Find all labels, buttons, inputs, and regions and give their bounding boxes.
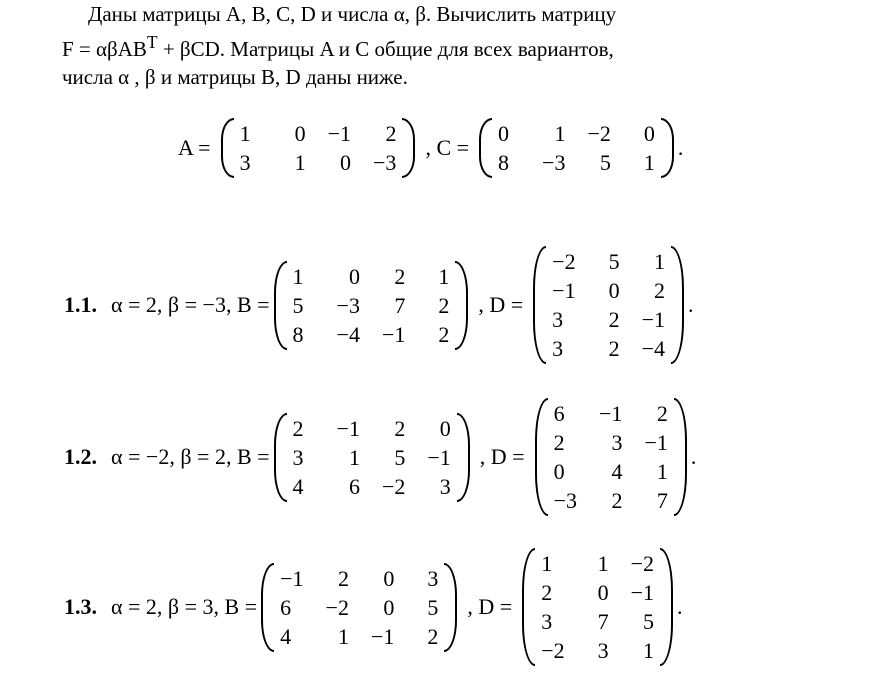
matrix-cell: −2: [630, 551, 655, 576]
matrix-cell: 1: [541, 551, 553, 576]
matrix-B: [274, 261, 469, 350]
right-parenthesis: [402, 118, 415, 178]
matrix-cells: [274, 563, 444, 652]
common-matrices: [172, 118, 683, 178]
matrix-cell: −2: [552, 249, 576, 274]
left-parenthesis: [274, 261, 287, 350]
variant-end: .: [688, 292, 694, 317]
matrix-cell: 2: [427, 623, 439, 649]
C-label: , C =: [425, 135, 470, 160]
matrix-cell: −1: [381, 321, 406, 347]
matrix-cell: 3: [292, 444, 304, 470]
variant-1-3: [64, 548, 683, 666]
matrix-cell: 7: [656, 488, 668, 513]
statement-line-2: [62, 28, 822, 63]
matrix-cell: −1: [644, 430, 668, 455]
matrix-cell: 3: [439, 473, 451, 499]
matrix-cell: 1: [438, 263, 450, 289]
matrix-cells: [287, 261, 456, 350]
matrix-cell: 6: [280, 594, 292, 620]
formula-F: F = αβAB: [62, 37, 147, 61]
variant-params: α = −2, β = 2, B =: [111, 444, 270, 469]
matrix-cell: −1: [641, 307, 666, 332]
matrix-cells: [234, 118, 403, 178]
variant-label: 1.1.: [64, 292, 97, 317]
matrix-cell: −3: [336, 292, 360, 318]
left-parenthesis: [274, 413, 287, 502]
matrix-cell: 6: [348, 473, 360, 499]
matrix-cell: 3: [552, 336, 564, 361]
matrix-D: [535, 398, 687, 516]
matrix-cell: 5: [394, 444, 406, 470]
matrix-cell: −3: [542, 150, 566, 175]
matrix-cell: 2: [394, 415, 406, 441]
matrix-cell: 0: [553, 459, 565, 484]
matrix-cell: −1: [599, 401, 623, 426]
variant-1-2: [64, 398, 696, 516]
right-parenthesis: [455, 261, 468, 350]
matrix-cells: [546, 246, 671, 364]
right-parenthesis: [444, 563, 457, 652]
matrix-C: [479, 118, 674, 178]
matrix-cell: 4: [292, 473, 304, 499]
matrix-cell: 2: [541, 580, 553, 605]
matrix-cell: 7: [394, 292, 406, 318]
matrix-cell: 6: [553, 401, 565, 426]
matrix-cell: −4: [336, 321, 360, 347]
matrix-cell: 5: [427, 594, 439, 620]
matrix-cell: 3: [239, 150, 251, 175]
matrix-cell: 8: [292, 321, 304, 347]
matrix-D: [522, 548, 673, 666]
matrix-cell: 2: [438, 321, 450, 347]
matrix-cell: 4: [280, 623, 292, 649]
matrix-cell: 2: [337, 565, 349, 591]
variant-end: .: [677, 594, 683, 619]
matrix-cell: −1: [552, 278, 576, 303]
matrix-cell: 2: [656, 401, 668, 426]
variant-params: α = 2, β = −3, B =: [111, 292, 270, 317]
matrix-cell: 1: [597, 551, 609, 576]
matrix-cell: 1: [643, 150, 655, 175]
D-label: , D =: [478, 292, 524, 317]
matrix-cell: −2: [541, 638, 565, 663]
matrix-cells: [287, 413, 457, 502]
matrix-cell: 0: [608, 278, 620, 303]
matrix-cell: 1: [656, 459, 668, 484]
matrix-B: [274, 413, 470, 502]
A-label: A =: [178, 135, 211, 160]
matrix-cells: [492, 118, 661, 178]
matrix-cell: 1: [654, 249, 666, 274]
matrix-cell: 1: [643, 638, 655, 663]
matrix-cells: [535, 548, 660, 666]
matrix-cell: 0: [383, 565, 395, 591]
matrix-cell: 2: [438, 292, 450, 318]
matrix-cell: −1: [427, 444, 451, 470]
matrix-cell: 1: [348, 444, 360, 470]
matrix-cell: 0: [439, 415, 451, 441]
matrix-cell: −1: [370, 623, 395, 649]
matrix-cell: 3: [611, 430, 623, 455]
matrix-cell: 0: [597, 580, 609, 605]
D-label: , D =: [467, 594, 513, 619]
variant-params: α = 2, β = 3, B =: [111, 594, 258, 619]
matrix-cell: 2: [608, 336, 620, 361]
variant-label: 1.3.: [64, 594, 97, 619]
right-parenthesis: [660, 548, 673, 666]
right-parenthesis: [671, 246, 684, 364]
matrix-cell: 0: [348, 263, 360, 289]
matrix-cell: −1: [336, 415, 360, 441]
matrix-cell: 8: [498, 150, 510, 175]
matrix-cell: 1: [239, 121, 251, 146]
matrix-cell: −2: [325, 594, 349, 620]
matrix-cell: 2: [611, 488, 623, 513]
matrix-A: [221, 118, 416, 178]
matrix-cell: 4: [611, 459, 623, 484]
right-parenthesis: [661, 118, 674, 178]
right-parenthesis: [457, 413, 470, 502]
matrix-cell: 5: [608, 249, 620, 274]
variant-label: 1.2.: [64, 444, 97, 469]
matrix-cell: −3: [373, 150, 397, 175]
matrix-cell: 7: [597, 609, 609, 634]
matrix-cell: −2: [587, 121, 611, 146]
statement-line-3: числа α , β и матрицы B, D даны ниже.: [62, 65, 408, 89]
matrix-D: [533, 246, 684, 364]
matrix-cell: −1: [280, 565, 304, 591]
matrix-cell: 3: [427, 565, 439, 591]
matrix-cell: −2: [381, 473, 406, 499]
matrix-cell: 2: [292, 415, 304, 441]
matrix-cells: [548, 398, 674, 516]
problem-statement: [62, 0, 822, 91]
matrix-cell: 0: [383, 594, 395, 620]
left-parenthesis: [479, 118, 492, 178]
left-parenthesis: [522, 548, 535, 666]
matrix-cell: −3: [553, 488, 578, 513]
transpose-superscript: T: [146, 32, 158, 52]
matrix-cell: 0: [294, 121, 306, 146]
matrix-cell: 5: [643, 609, 655, 634]
matrix-cell: 2: [385, 121, 397, 146]
matrix-cell: 1: [554, 121, 566, 146]
statement-line-1: Даны матрицы A, B, C, D и числа α, β. Вычислить матрицу: [88, 2, 617, 26]
matrix-cell: 1: [292, 263, 304, 289]
left-parenthesis: [533, 246, 546, 364]
matrix-cell: 0: [340, 150, 352, 175]
left-parenthesis: [261, 563, 274, 652]
right-parenthesis: [674, 398, 687, 516]
matrix-cell: 0: [643, 121, 655, 146]
left-parenthesis: [221, 118, 234, 178]
matrix-cell: 0: [498, 121, 510, 146]
matrix-cell: −4: [641, 336, 666, 361]
matrix-cell: 1: [337, 623, 349, 649]
matrix-cell: 5: [292, 292, 304, 318]
matrix-cell: 5: [599, 150, 611, 175]
left-parenthesis: [535, 398, 548, 516]
variant-1-1: [64, 246, 694, 364]
matrix-cell: 2: [608, 307, 620, 332]
matrix-cell: 1: [294, 150, 306, 175]
common-end: .: [677, 135, 684, 160]
variant-end: .: [690, 444, 697, 469]
matrix-cell: 3: [541, 609, 553, 634]
matrix-cell: 3: [552, 307, 564, 332]
matrix-cell: 2: [394, 263, 406, 289]
statement-line-2-rest: + βCD. Матрицы A и C общие для всех вариантов,: [157, 37, 614, 61]
D-label: , D =: [479, 444, 525, 469]
matrix-cell: −1: [630, 580, 655, 605]
matrix-cell: 2: [553, 430, 565, 455]
matrix-cell: −1: [327, 121, 352, 146]
matrix-cell: 2: [654, 278, 666, 303]
matrix-B: [261, 563, 457, 652]
matrix-cell: 3: [597, 638, 609, 663]
